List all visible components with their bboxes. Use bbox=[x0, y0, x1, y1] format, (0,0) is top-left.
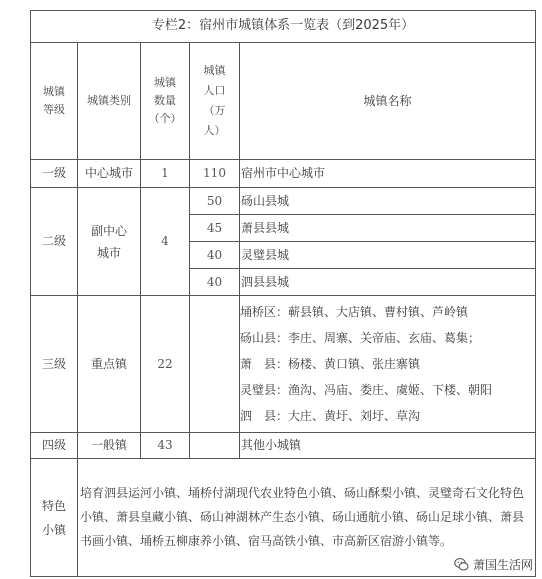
level2-name-4: 泗县县城 bbox=[240, 269, 536, 296]
level2-name-3: 灵璧县城 bbox=[240, 242, 536, 269]
level2-type: 副中心 城市 bbox=[78, 188, 141, 296]
level2-population-2: 45 bbox=[190, 215, 240, 242]
level2-level: 二级 bbox=[31, 188, 78, 296]
level4-type: 一般镇 bbox=[78, 433, 141, 459]
level2-population-3: 40 bbox=[190, 242, 240, 269]
level2-population-1: 50 bbox=[190, 188, 240, 215]
special-label: 特色 小镇 bbox=[31, 459, 78, 577]
header-count: 城镇 数量 （个） bbox=[141, 43, 190, 160]
level1-count: 1 bbox=[141, 160, 190, 188]
level3-level: 三级 bbox=[31, 296, 78, 433]
header-population: 城镇 人口 （万 人） bbox=[190, 43, 240, 160]
town-line-yongqiao: 埇桥区：蕲县镇、大店镇、曹村镇、芦岭镇 bbox=[240, 305, 469, 319]
level3-towns bbox=[240, 296, 536, 433]
header-names: 城镇名称 bbox=[240, 43, 536, 160]
level1-type: 中心城市 bbox=[78, 160, 141, 188]
header-type: 城镇类别 bbox=[78, 43, 141, 160]
wechat-icon bbox=[454, 557, 469, 572]
city-system-table bbox=[30, 10, 536, 577]
level4-count: 43 bbox=[141, 433, 190, 459]
town-line-lingbi: 灵璧县：渔沟、冯庙、娄庄、虞姬、下楼、朝阳 bbox=[240, 383, 493, 397]
level2-count: 4 bbox=[141, 188, 190, 296]
level1-level: 一级 bbox=[31, 160, 78, 188]
level2-name-2: 萧县县城 bbox=[240, 215, 536, 242]
level4-population bbox=[190, 433, 240, 459]
level2-name-1: 砀山县城 bbox=[240, 188, 536, 215]
town-line-xiaoxian: 萧 县：杨楼、黄口镇、张庄寨镇 bbox=[240, 357, 421, 371]
level3-count: 22 bbox=[141, 296, 190, 433]
town-line-sixian: 泗 县：大庄、黄圩、刘圩、草沟 bbox=[240, 409, 421, 423]
level3-population bbox=[190, 296, 240, 433]
level4-name: 其他小城镇 bbox=[240, 433, 536, 459]
watermark-text: 萧国生活网 bbox=[472, 558, 533, 572]
level2-population-4: 40 bbox=[190, 269, 240, 296]
header-level: 城镇 等级 bbox=[31, 43, 78, 160]
level4-level: 四级 bbox=[31, 433, 78, 459]
table-title: 专栏2：宿州市城镇体系一览表（到2025年） bbox=[31, 11, 536, 43]
level1-name: 宿州市中心城市 bbox=[240, 160, 536, 188]
watermark bbox=[454, 556, 533, 573]
level3-type: 重点镇 bbox=[78, 296, 141, 433]
town-line-dangshan: 砀山县：李庄、周寨、关帝庙、玄庙、葛集； bbox=[240, 331, 481, 345]
special-towns-text: 培育泗县运河小镇、埇桥付湖现代农业特色小镇、砀山酥梨小镇、灵璧奇石文化特色小镇、萧县皇藏小镇、砀山神湖林产生态小镇、砀山通航小镇、砀山足球小镇、萧县书画小镇、埇桥五柳康养小镇、宿马高铁小镇、市高新区宿游小镇等。 bbox=[78, 459, 536, 577]
level1-population: 110 bbox=[190, 160, 240, 188]
